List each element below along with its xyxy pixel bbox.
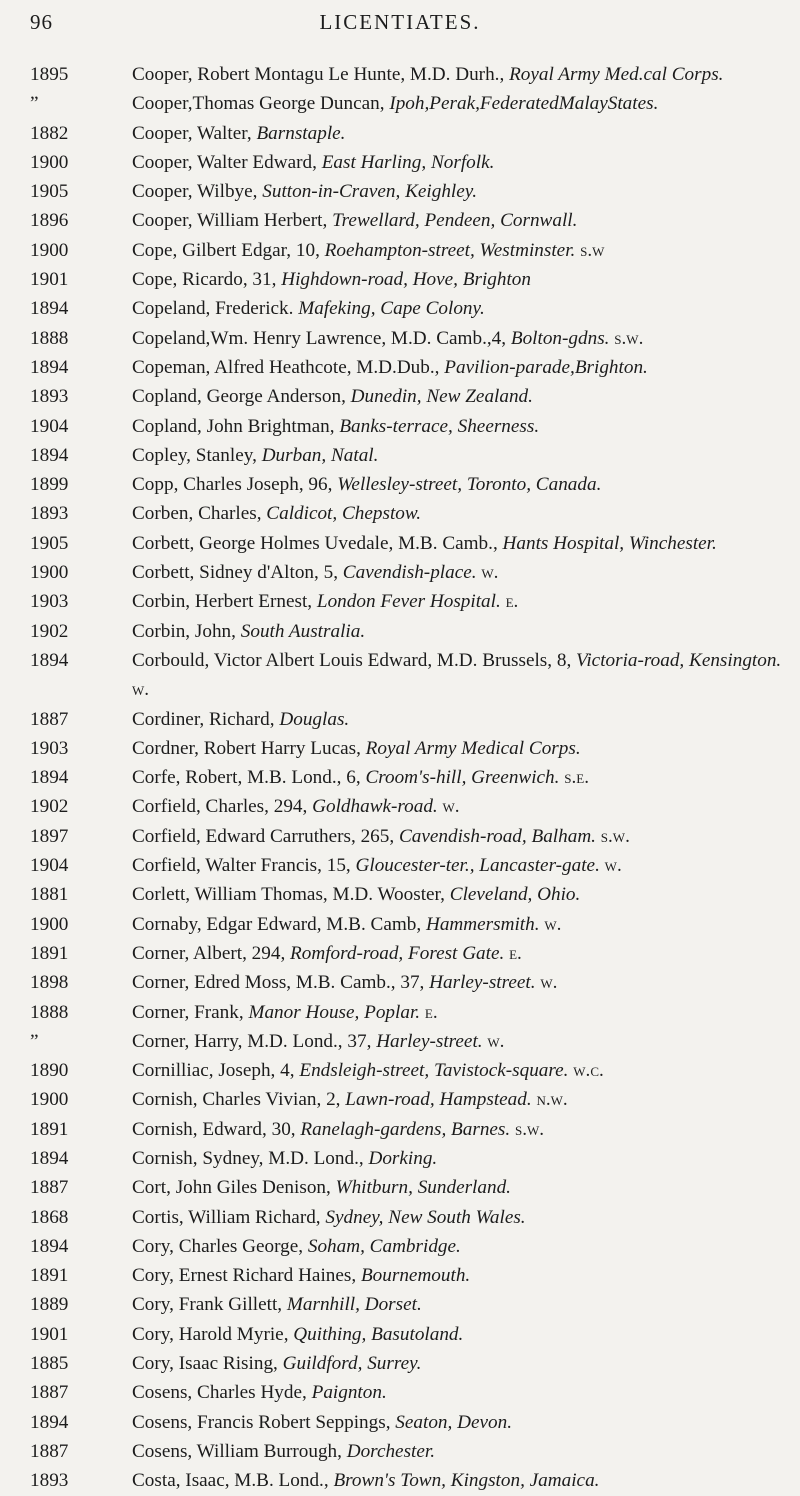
- entry-address: Hammersmith.: [425, 913, 540, 935]
- entry-year: 1900: [30, 239, 69, 261]
- list-item: [30, 880, 782, 909]
- entry-text: [132, 324, 782, 353]
- entry-name: Corben, Charles,: [132, 503, 267, 525]
- entry-text: [132, 1027, 782, 1056]
- entry-name: Corfield, Walter Francis, 15,: [132, 855, 356, 877]
- list-item: [30, 792, 782, 821]
- entry-name: Cory, Frank Gillett,: [132, 1294, 287, 1316]
- entry-year: 1901: [30, 1323, 69, 1345]
- entry-year: 1894: [30, 298, 69, 320]
- list-item: [30, 441, 782, 470]
- list-item: [30, 851, 782, 880]
- list-item: [30, 1027, 782, 1056]
- entry-name: Cooper, Robert Montagu Le Hunte, M.D. Durh.,: [132, 64, 510, 85]
- entry-name: Cosens, Francis Robert Seppings,: [132, 1411, 396, 1433]
- entry-text: [132, 880, 782, 909]
- page-number: 96: [30, 10, 53, 34]
- list-item: [30, 1261, 782, 1290]
- entry-postal-district: e.: [509, 942, 522, 964]
- entry-name: Copley, Stanley,: [132, 444, 262, 466]
- entry-text: [132, 968, 782, 997]
- entry-name: Corbett, George Holmes Uvedale, M.B. Camb.,: [132, 532, 503, 554]
- list-item: [30, 968, 782, 997]
- entry-name: Cooper, William Herbert,: [132, 210, 333, 232]
- list-item: [30, 998, 782, 1027]
- entry-text: [132, 1290, 782, 1319]
- entry-year: 1890: [30, 1060, 69, 1082]
- entry-address: Victoria-road, Kensington.: [576, 649, 782, 671]
- list-item: [30, 1437, 782, 1466]
- list-item: [30, 617, 782, 646]
- entry-postal-district: w.: [481, 562, 499, 584]
- entry-address: Wellesley-street, Toronto, Canada.: [337, 474, 602, 496]
- entry-year: 1902: [30, 620, 69, 642]
- list-item: [30, 1320, 782, 1349]
- entry-postal-district: w.: [540, 972, 558, 994]
- entry-address: Caldicot, Chepstow.: [266, 503, 422, 525]
- list-item: [30, 558, 782, 587]
- entry-year: 1903: [30, 737, 69, 759]
- list-item: [30, 412, 782, 441]
- entry-address: Ipoh,Perak,FederatedMalayStates.: [389, 93, 659, 115]
- entry-address: Barnstaple.: [256, 122, 346, 144]
- list-item: [30, 353, 782, 382]
- entry-postal-district: e.: [505, 591, 519, 613]
- entry-name: Cope, Gilbert Edgar, 10,: [132, 239, 325, 261]
- entry-year: 1901: [30, 269, 69, 291]
- list-item: [30, 206, 782, 235]
- entry-address: Harley-street.: [376, 1030, 483, 1052]
- entry-year: 1894: [30, 1411, 69, 1433]
- entry-address: Roehampton-street, Westminster.: [324, 239, 576, 261]
- entry-postal-district: n.w.: [536, 1089, 568, 1111]
- list-item: [30, 822, 782, 851]
- entry-name: Cope, Ricardo, 31,: [132, 269, 282, 291]
- entry-name: Copeman, Alfred Heathcote, M.D.Dub.,: [132, 356, 445, 378]
- entry-text: [132, 1056, 782, 1085]
- entry-address: London Fever Hospital.: [316, 591, 501, 613]
- entry-year: 1894: [30, 1235, 69, 1257]
- entry-text: [132, 60, 782, 89]
- entry-year: 1894: [30, 649, 69, 671]
- list-item: [30, 910, 782, 939]
- entry-year: 1893: [30, 1470, 69, 1492]
- entry-text: [132, 939, 782, 968]
- entry-year: 1894: [30, 444, 69, 466]
- entry-text: [132, 236, 782, 265]
- entry-address: Marnhill, Dorset.: [286, 1294, 422, 1316]
- entry-year: 1889: [30, 1294, 69, 1316]
- entry-name: Copp, Charles Joseph, 96,: [132, 474, 338, 496]
- entry-name: Corbin, John,: [132, 620, 241, 642]
- entry-postal-district: e.: [424, 1001, 438, 1023]
- entry-name: Cosens, William Burrough,: [132, 1440, 347, 1462]
- entry-address: Goldhawk-road.: [312, 796, 438, 818]
- entry-year: 1891: [30, 942, 69, 964]
- entry-text: [132, 910, 782, 939]
- entry-year: 1887: [30, 1382, 69, 1404]
- list-item: [30, 1085, 782, 1114]
- entry-text: [132, 441, 782, 470]
- list-item: [30, 60, 782, 89]
- entry-text: [132, 1173, 782, 1202]
- entry-text: [132, 177, 782, 206]
- entry-address: Gloucester-ter., Lancaster-gate.: [355, 855, 600, 877]
- entry-year: 1904: [30, 855, 69, 877]
- entry-postal-district: w.: [442, 796, 460, 818]
- entry-year: 1900: [30, 1089, 69, 1111]
- entry-name: Cordner, Robert Harry Lucas,: [132, 737, 366, 759]
- entry-year: 1905: [30, 181, 69, 203]
- list-item: [30, 734, 782, 763]
- list-item: [30, 763, 782, 792]
- list-item: [30, 236, 782, 265]
- entry-text: [132, 1261, 782, 1290]
- entry-name: Cosens, Charles Hyde,: [132, 1382, 312, 1404]
- entry-name: Cornaby, Edgar Edward, M.B. Camb,: [132, 913, 426, 935]
- list-item: [30, 1056, 782, 1085]
- entry-text: [132, 1466, 782, 1495]
- list-item: [30, 529, 782, 558]
- entry-year: 1893: [30, 503, 69, 525]
- entry-name: Cooper, Walter,: [132, 122, 257, 144]
- entry-name: Cornish, Edward, 30,: [132, 1118, 301, 1140]
- entry-text: [132, 119, 782, 148]
- entry-name: Cooper, Walter Edward,: [132, 151, 322, 173]
- entry-postal-district: w.: [544, 913, 562, 935]
- entry-text: [132, 265, 782, 294]
- entry-year: 1891: [30, 1265, 69, 1287]
- entry-year: 1897: [30, 825, 69, 847]
- entry-year: 1887: [30, 708, 69, 730]
- entry-name: Corfe, Robert, M.B. Lond., 6,: [132, 767, 366, 789]
- entry-postal-district: w.: [132, 679, 150, 701]
- entry-year: 1900: [30, 562, 69, 584]
- entry-name: Corner, Edred Moss, M.B. Camb., 37,: [132, 972, 430, 994]
- entry-postal-district: w.: [604, 855, 622, 877]
- entry-name: Corlett, William Thomas, M.D. Wooster,: [132, 884, 450, 906]
- list-item: [30, 1378, 782, 1407]
- entry-year: 1903: [30, 591, 69, 613]
- entry-text: [132, 558, 782, 587]
- list-item: [30, 177, 782, 206]
- entry-address: Cavendish-place.: [342, 562, 477, 584]
- list-item: [30, 939, 782, 968]
- entry-year: 1888: [30, 327, 69, 349]
- licentiate-list: [30, 60, 782, 1496]
- entry-address: Durban, Natal.: [261, 444, 379, 466]
- entry-address: Dorking.: [368, 1147, 438, 1169]
- entry-postal-district: s.w: [580, 239, 605, 261]
- entry-address: Croom's-hill, Greenwich.: [365, 767, 560, 789]
- entry-address: Royal Army Medical Corps.: [365, 737, 581, 759]
- entry-name: Corbett, Sidney d'Alton, 5,: [132, 562, 343, 584]
- entry-address: Endsleigh-street, Tavistock-square.: [299, 1060, 569, 1082]
- entry-address: Trewellard, Pendeen, Cornwall.: [332, 210, 578, 232]
- list-item: [30, 119, 782, 148]
- entry-year: 1905: [30, 532, 69, 554]
- entry-name: Copeland, Frederick.: [132, 298, 299, 320]
- entry-postal-district: s.w.: [614, 327, 644, 349]
- entry-name: Corner, Albert, 294,: [132, 942, 291, 964]
- list-item: [30, 265, 782, 294]
- entry-name: Cordiner, Richard,: [132, 708, 280, 730]
- entry-year: 1887: [30, 1440, 69, 1462]
- entry-text: [132, 1408, 782, 1437]
- entry-text: [132, 1144, 782, 1173]
- entry-address: Highdown-road, Hove, Brighton: [281, 269, 531, 291]
- list-item: [30, 1115, 782, 1144]
- entry-address: Cleveland, Ohio.: [449, 884, 581, 906]
- entry-text: [132, 1085, 782, 1114]
- entry-name: Cornilliac, Joseph, 4,: [132, 1060, 300, 1082]
- entry-year: ”: [30, 93, 39, 115]
- entry-name: Cooper, Wilbye,: [132, 181, 263, 203]
- list-item: [30, 324, 782, 353]
- entry-name: Cornish, Sydney, M.D. Lond.,: [132, 1147, 369, 1169]
- entry-postal-district: w.c.: [573, 1060, 604, 1082]
- entry-text: [132, 646, 782, 705]
- entry-address: Brown's Town, Kingston, Jamaica.: [333, 1470, 600, 1492]
- list-item: [30, 1203, 782, 1232]
- entry-address: Sydney, New South Wales.: [325, 1206, 526, 1228]
- entry-text: [132, 294, 782, 323]
- entry-address: Soham, Cambridge.: [307, 1235, 461, 1257]
- list-item: [30, 1466, 782, 1495]
- entry-name: Cort, John Giles Denison,: [132, 1177, 336, 1199]
- entry-address: Mafeking, Cape Colony.: [298, 298, 485, 320]
- entry-name: Cory, Harold Myrie,: [132, 1323, 294, 1345]
- entry-name: Cornish, Charles Vivian, 2,: [132, 1089, 346, 1111]
- entry-address: Dunedin, New Zealand.: [350, 386, 533, 408]
- entry-address: Romford-road, Forest Gate.: [290, 942, 505, 964]
- entry-name: Corbin, Herbert Ernest,: [132, 591, 317, 613]
- entry-name: Corbould, Victor Albert Louis Edward, M.D. Brussels, 8,: [132, 649, 577, 671]
- entry-text: [132, 412, 782, 441]
- entry-text: [132, 1349, 782, 1378]
- list-item: [30, 1173, 782, 1202]
- entry-address: Paignton.: [311, 1382, 387, 1404]
- list-item: [30, 499, 782, 528]
- entry-year: 1894: [30, 1147, 69, 1169]
- entry-text: [132, 529, 782, 558]
- entry-address: Whitburn, Sunderland.: [335, 1177, 511, 1199]
- running-head: LICENTIATES.: [319, 10, 481, 34]
- entry-text: [132, 1232, 782, 1261]
- list-item: [30, 382, 782, 411]
- list-item: [30, 1408, 782, 1437]
- entry-address: South Australia.: [240, 620, 366, 642]
- entry-year: 1898: [30, 972, 69, 994]
- entry-postal-district: s.w.: [600, 825, 630, 847]
- entry-address: East Harling, Norfolk.: [321, 151, 495, 173]
- entry-text: [132, 734, 782, 763]
- entry-text: [132, 705, 782, 734]
- entry-address: Bournemouth.: [360, 1265, 471, 1287]
- list-item: [30, 148, 782, 177]
- list-item: [30, 1349, 782, 1378]
- entry-year: 1887: [30, 1177, 69, 1199]
- list-item: [30, 646, 782, 705]
- entry-text: [132, 822, 782, 851]
- entry-name: Cory, Isaac Rising,: [132, 1353, 283, 1375]
- entry-text: [132, 1203, 782, 1232]
- entry-address: Dorchester.: [346, 1440, 436, 1462]
- entry-postal-district: s.e.: [564, 767, 590, 789]
- entry-text: [132, 763, 782, 792]
- list-item: [30, 1232, 782, 1261]
- entry-text: [132, 792, 782, 821]
- entry-text: [132, 1378, 782, 1407]
- entry-name: Corfield, Charles, 294,: [132, 796, 313, 818]
- entry-year: 1894: [30, 767, 69, 789]
- entry-text: [132, 353, 782, 382]
- entry-address: Lawn-road, Hampstead.: [345, 1089, 532, 1111]
- list-item: [30, 705, 782, 734]
- entry-name: Cortis, William Richard,: [132, 1206, 326, 1228]
- entry-name: Corner, Frank,: [132, 1001, 249, 1023]
- entry-year: 1881: [30, 884, 69, 906]
- entry-text: [132, 148, 782, 177]
- entry-name: Cory, Charles George,: [132, 1235, 308, 1257]
- entry-year: 1882: [30, 122, 69, 144]
- entry-year: ”: [30, 1030, 39, 1052]
- entry-text: [132, 617, 782, 646]
- entry-year: 1895: [30, 64, 69, 85]
- entry-year: 1885: [30, 1353, 69, 1375]
- entry-year: 1900: [30, 151, 69, 173]
- entry-name: Copland, George Anderson,: [132, 386, 351, 408]
- list-item: [30, 294, 782, 323]
- entry-address: Banks-terrace, Sheerness.: [339, 415, 540, 437]
- entry-postal-district: w.: [487, 1030, 505, 1052]
- entry-text: [132, 470, 782, 499]
- entry-postal-district: s.w.: [515, 1118, 545, 1140]
- entry-text: [132, 1320, 782, 1349]
- entry-year: 1904: [30, 415, 69, 437]
- entry-text: [132, 587, 782, 616]
- entry-address: Bolton-gdns.: [510, 327, 610, 349]
- entry-address: Quithing, Basutoland.: [293, 1323, 464, 1345]
- entry-text: [132, 998, 782, 1027]
- entry-name: Cooper,Thomas George Duncan,: [132, 93, 390, 115]
- entry-text: [132, 1115, 782, 1144]
- entry-name: Copeland,Wm. Henry Lawrence, M.D. Camb.,4,: [132, 327, 511, 349]
- entry-year: 1894: [30, 356, 69, 378]
- entry-address: Hants Hospital, Winchester.: [502, 532, 717, 554]
- entry-year: 1899: [30, 474, 69, 496]
- entry-name: Corfield, Edward Carruthers, 265,: [132, 825, 399, 847]
- entry-year: 1902: [30, 796, 69, 818]
- list-item: [30, 1144, 782, 1173]
- entry-year: 1891: [30, 1118, 69, 1140]
- entry-text: [132, 499, 782, 528]
- list-item: [30, 89, 782, 118]
- entry-address: Guildford, Surrey.: [282, 1353, 422, 1375]
- entry-text: [132, 382, 782, 411]
- entry-name: Cory, Ernest Richard Haines,: [132, 1265, 361, 1287]
- entry-text: [132, 89, 782, 118]
- entry-text: [132, 206, 782, 235]
- entry-name: Corner, Harry, M.D. Lond., 37,: [132, 1030, 377, 1052]
- entry-address: Douglas.: [279, 708, 350, 730]
- entry-address: Seaton, Devon.: [395, 1411, 512, 1433]
- entry-year: 1888: [30, 1001, 69, 1023]
- entry-address: Cavendish-road, Balham.: [398, 825, 596, 847]
- list-item: [30, 470, 782, 499]
- entry-text: [132, 1437, 782, 1466]
- entry-year: 1893: [30, 386, 69, 408]
- entry-address: Pavilion-parade,Brighton.: [444, 356, 648, 378]
- list-item: [30, 587, 782, 616]
- entry-year: 1868: [30, 1206, 69, 1228]
- list-item: [30, 1290, 782, 1319]
- entry-year: 1900: [30, 913, 69, 935]
- entry-address: Royal Army Med.cal Corps.: [509, 64, 724, 85]
- entry-text: [132, 851, 782, 880]
- entry-address: Sutton-in-Craven, Keighley.: [262, 181, 478, 203]
- entry-name: Copland, John Brightman,: [132, 415, 340, 437]
- entry-address: Harley-street.: [429, 972, 536, 994]
- entry-year: 1896: [30, 210, 69, 232]
- entry-address: Ranelagh-gardens, Barnes.: [300, 1118, 511, 1140]
- entry-name: Costa, Isaac, M.B. Lond.,: [132, 1470, 334, 1492]
- entry-address: Manor House, Poplar.: [248, 1001, 421, 1023]
